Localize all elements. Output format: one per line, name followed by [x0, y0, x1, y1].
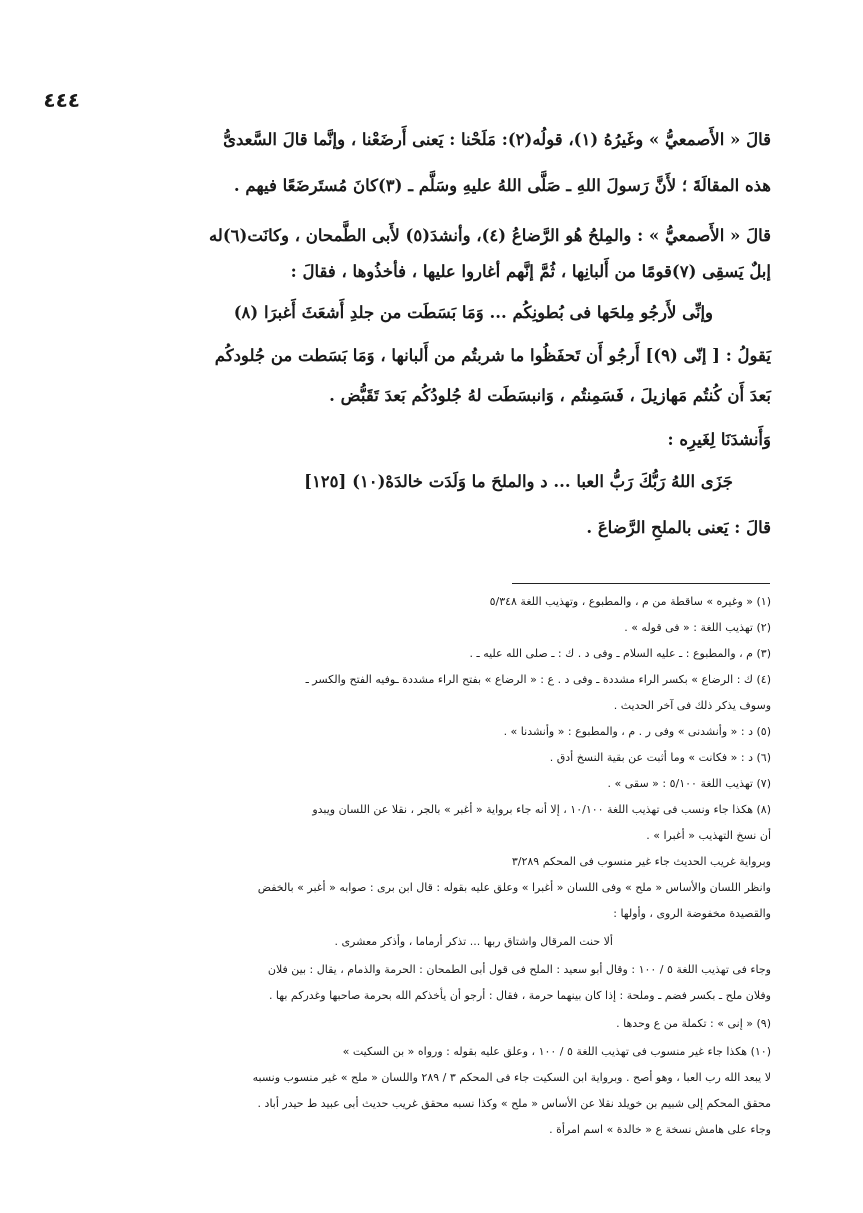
- footnote-line: وجاء على هامش نسخة ع « خالدة » اسم امرأة .: [549, 1123, 771, 1136]
- footnote-line: وفلان ملح ـ بكسر فضم ـ وملحة : إذا كان بينهما حرمة ، فقال : أرجو أن يأخذكم الله بحرمة صاحبها وغدركم بها .: [268, 989, 771, 1002]
- page-number: ٤٤٤: [43, 88, 80, 112]
- footnote-line: وجاء فى تهذيب اللغة ٥ / ١٠٠ : وقال أبو سعيد : الملح فى قول أبى الطمحان : الحرمة والذمام ، يقال : بين فلان: [267, 963, 771, 976]
- footnote-line: (٧) تهذيب اللغة ٥/١٠٠ : « سقى » .: [607, 777, 771, 790]
- verse-line: جَزَى اللهُ رَبُّكَ رَبُّ العبا ... د والملحَ ما وَلَدَت خالدَهْ(١٠) [١٢٥]: [304, 472, 733, 491]
- footnote-line: وانظر اللسان والأساس « ملح » وفى اللسان « أغبرا » وعلق عليه بقوله : قال ابن برى : صوابه « أغبر » بالخفض: [257, 881, 771, 894]
- footnote-line: (٨) هكذا جاء ونسب فى تهذيب اللغة ١٠/١٠٠ ، إلا أنه جاء برواية « أغبر » بالجر ، نقلا عن اللسان ويبدو: [312, 803, 771, 816]
- footnote-separator: [512, 583, 770, 584]
- footnote-line: (١٠) هكذا جاء غير منسوب فى تهذيب اللغة ٥ / ١٠٠ ، وعلق عليه بقوله : ورواه « بن السكيت »: [342, 1045, 771, 1058]
- main-line: وَأَنشدَنَا لِغَيرِه :: [667, 430, 771, 449]
- main-line: هذه المقالَةَ ؛ لأَنَّ رَسولَ اللهِ ـ صَلَّى اللهُ عليهِ وسَلَّم ـ (٣)كانَ مُستَرضَعًا فيهم .: [233, 176, 771, 195]
- footnote-line: (١) « وغيره » ساقطة من م ، والمطبوع ، وتهذيب اللغة ٥/٣٤٨: [489, 595, 771, 608]
- footnote-line: (٥) د : « وأنشدنى » وفى ر . م ، والمطبوع : « وأنشدنا » .: [503, 725, 771, 738]
- main-line: يَقولُ : [ إنّى (٩)] أَرجُو أَن تَحفَظُوا ما شربتُم من أَلبانها ، وَمَا بَسَطت من جُلودكُم: [214, 346, 771, 365]
- main-line: قالَ « الأَصمعيُّ » وغَيرُهُ (١)، قولُه(٢): مَلَحْنا : يَعنى أَرضَعْنا ، وإنَّما قالَ السَّعدىُّ: [223, 130, 771, 149]
- footnote-line: (٩) « إنى » : تكملة من ع وحدها .: [616, 1017, 771, 1030]
- footnote-line: أن نسخ التهذيب « أغبرا » .: [646, 829, 771, 842]
- footnote-line: (٦) د : « فكانت » وما أثبت عن بقية النسخ أدق .: [549, 751, 771, 764]
- footnote-line: والقصيدة مخفوضة الروى ، وأولها :: [613, 907, 771, 920]
- footnote-line: وسوف يذكر ذلك فى آخر الحديث .: [613, 699, 771, 712]
- footnote-line: (٤) ك : الرضاع » بكسر الراء مشددة ـ وفى د . ع : « الرضاع » بفتح الراء مشددة ـوفيه الفتح والكسر ـ: [305, 673, 771, 686]
- footnote-line: (٢) تهذيب اللغة : « فى قوله » .: [624, 621, 771, 634]
- main-line: إبلٌ يَسقِى (٧)قومًا من أَلبانِها ، ثُمَّ إنَّهم أغاروا عليها ، فأخذُوها ، فقالَ :: [290, 262, 771, 281]
- footnote-line: محقق المحكم إلى شبيم بن خويلد نقلا عن الأساس « ملح » وكذا نسبه محقق غريب حديث أبى عبيد ط حيدر أباد .: [257, 1097, 771, 1110]
- footnote-line: وبرواية غريب الحديث جاء غير منسوب فى المحكم ٣/٢٨٩: [511, 855, 771, 868]
- verse-line: وإنِّى لأَرجُو مِلحَها فى بُطونِكُم ... وَمَا بَسَطَت من جلدِ أَشعَثَ أَغبرَا (٨): [233, 303, 713, 322]
- footnote-line: (٣) م ، والمطبوع : ـ عليه السلام ـ وفى د . ك : ـ صلى الله عليه ـ .: [469, 647, 771, 660]
- main-line: قالَ : يَعنى بالملحِ الرَّضاعَ .: [586, 518, 771, 537]
- main-line: قالَ « الأَصمعيُّ » : والمِلحُ هُو الرَّضاعُ (٤)، وأنشدَ(٥) لأَبى الطَّمحان ، وكانَت(٦)له: [208, 226, 771, 245]
- main-line: بَعدَ أَن كُنتُم مَهازيلَ ، فَسَمِنتُم ، وَانبسَطَت لهُ جُلودُكُم بَعدَ تَقَبُّض .: [329, 386, 771, 405]
- footnote-verse: ألا حنت المرقال واشتاق ربها ... تذكر أرماما ، وأذكر معشرى .: [334, 935, 613, 948]
- footnote-line: لا يبعد الله رب العبا ، وهو أصح . وبرواية ابن السكيت جاء فى المحكم ٣ / ٢٨٩ واللسان « ملح » غير منسوب ونسبه: [252, 1071, 771, 1084]
